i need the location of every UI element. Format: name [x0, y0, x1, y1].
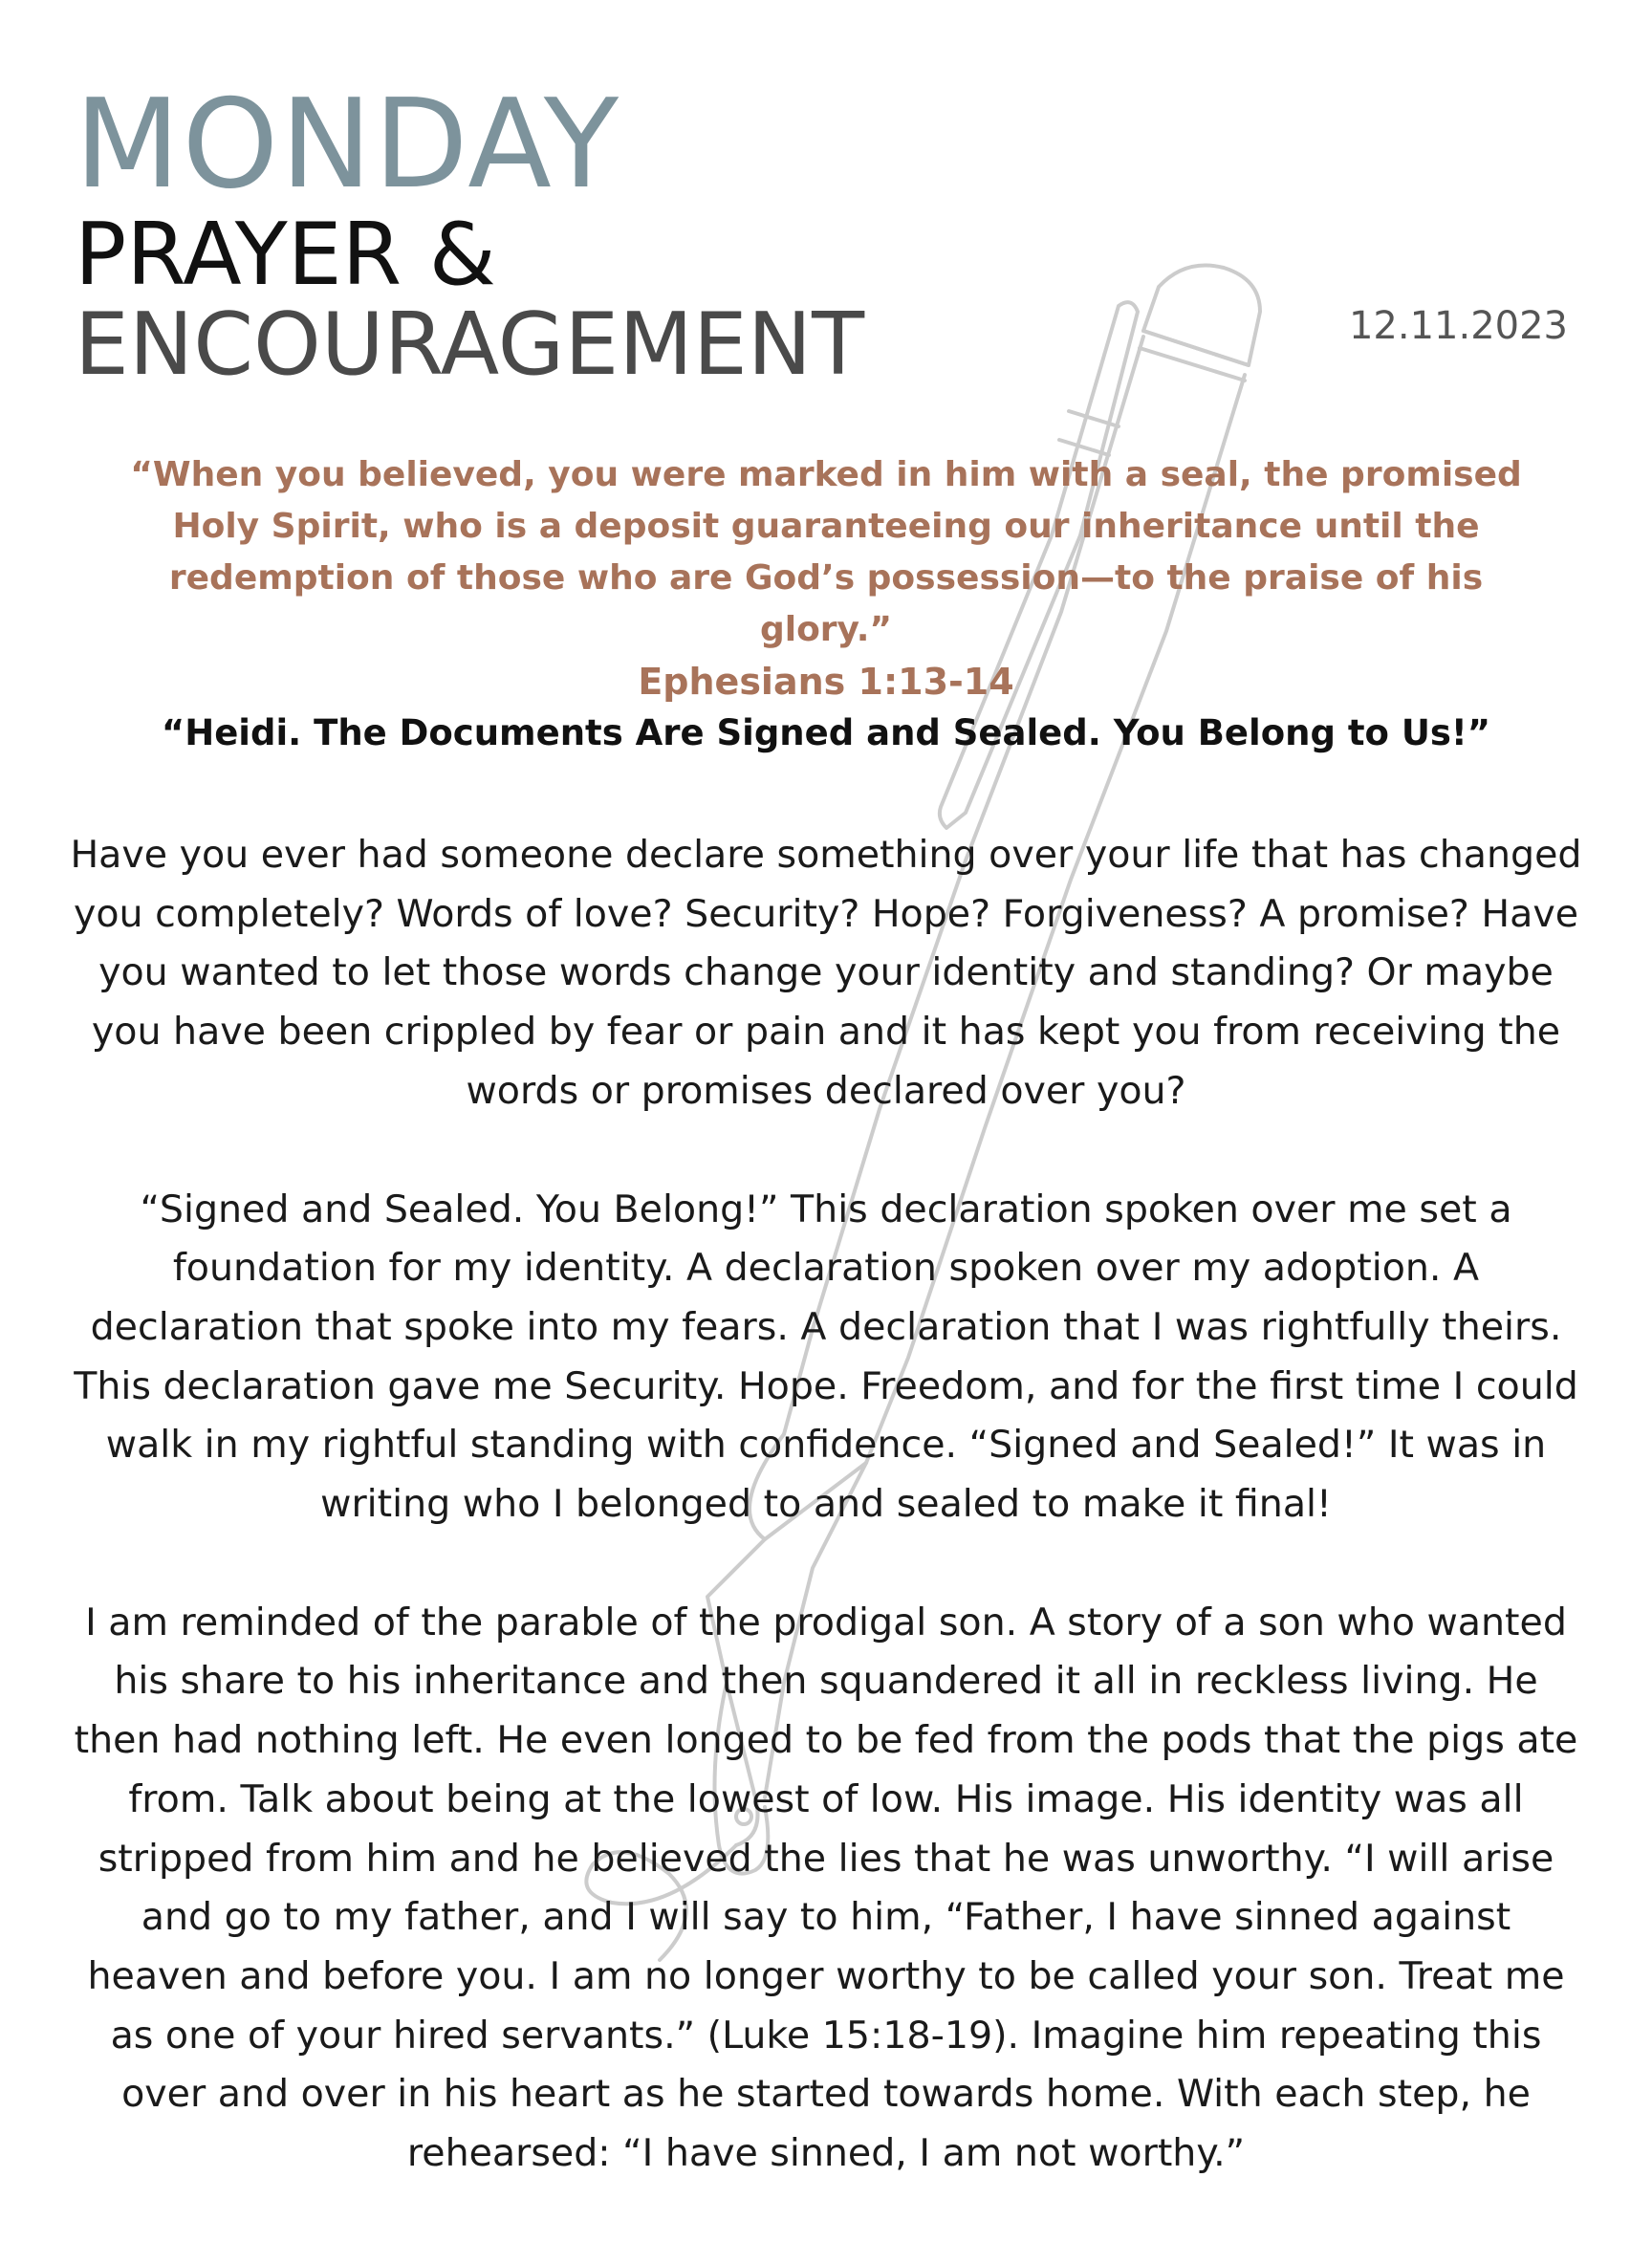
body-paragraph: “Signed and Sealed. You Belong!” This declaration spoken over me set a foundation for my identity. A declaration spoken over my adoption. A declaration that spoke into my fears. A declaration that I was rightfully theirs. This declaration gave me Security. Hope. Freedom, and for the first time I could walk in my rightful standing with confidence. “Signed and Sealed!” It was in writing who I belonged to and sealed to make it final!	[74, 1187, 1578, 1527]
body-paragraph: Have you ever had someone declare something over your life that has changed you completely? Words of love? Security? Hope? Forgiveness? A promise? Have you wanted to let those words change your identity and standing? Or maybe you have been crippled by fear or pain and it has kept you from receiving the words or promises declared over you?	[70, 833, 1582, 1113]
page-header	[75, 74, 865, 395]
day-title: MONDAY	[75, 74, 621, 216]
body-paragraph: I am reminded of the parable of the prodigal son. A story of a son who wanted his share to his inheritance and then squandered it all in reckless living. He then had nothing left. He even longed to be fed from the pods that the pigs ate from. Talk about being at the lowest of low. His image. His identity was all stripped from him and he believed the lies that he was unworthy. “I will arise and go to my father, and I will say to him, “Father, I have sinned against heaven and before you. I am no longer worthy to be called your son. Treat me as one of your hired servants.” (Luke 15:18-19). Imagine him repeating this over and over in his heart as he started towards home. With each step, he rehearsed: “I have sinned, I am not worthy.”	[74, 1600, 1578, 2176]
scripture-block	[105, 449, 1547, 708]
series-title-line-1: PRAYER &	[75, 205, 496, 305]
scripture-reference: Ephesians 1:13-14	[638, 661, 1014, 703]
devotional-body	[67, 826, 1585, 2243]
series-title-line-2: ENCOURAGEMENT	[75, 294, 865, 395]
scripture-verse: “When you believed, you were marked in him with a seal, the promised Holy Spirit, who is a deposit guaranteeing our inheritance until the redemption of those who are God’s possession—to the praise of his glory.”	[130, 455, 1522, 649]
post-date: 12.11.2023	[1348, 304, 1568, 348]
devotional-headline: “Heidi. The Documents Are Signed and Sealed. You Belong to Us!”	[161, 712, 1491, 753]
